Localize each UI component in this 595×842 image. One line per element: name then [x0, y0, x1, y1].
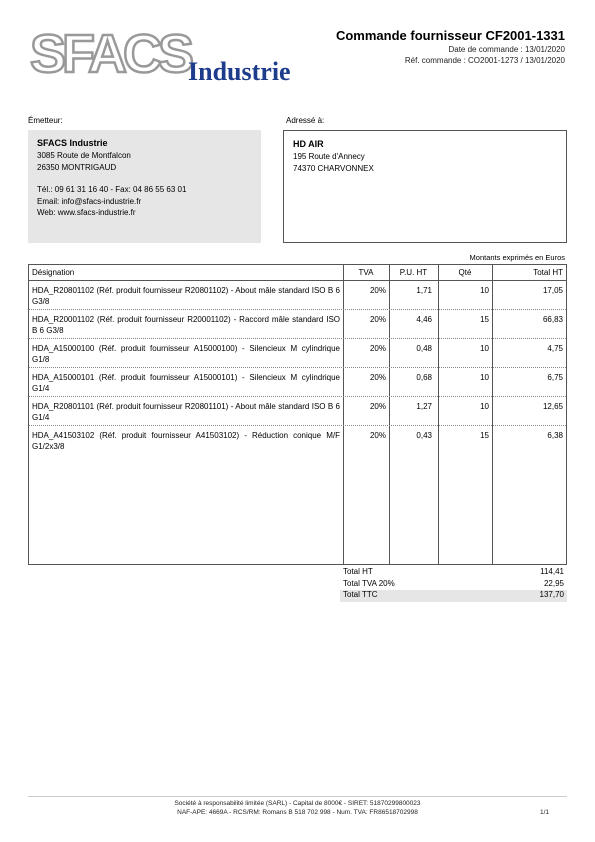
item-tva: 20%: [369, 286, 386, 295]
table-row: [29, 310, 566, 339]
item-designation: HDA_A41503102 (Réf. produit fournisseur A41503102) - Réduction conique M/F G1/2x3/8: [32, 431, 340, 451]
table-row: [29, 426, 566, 454]
recipient-label: Adressé à:: [286, 116, 325, 125]
table-row: [29, 397, 566, 426]
totals-value: 114,41: [540, 567, 564, 576]
header-designation: Désignation: [32, 268, 75, 277]
company-logo: [28, 22, 328, 88]
totals-block: [340, 567, 567, 602]
sender-email: Email: info@sfacs-industrie.fr: [37, 196, 142, 206]
item-unit-price: 1,71: [416, 286, 432, 295]
totals-value: 22,95: [543, 578, 564, 588]
recipient-address1: 195 Route d'Annecy: [293, 152, 365, 161]
sender-address2: 26350 MONTRIGAUD: [37, 162, 117, 172]
item-total: 6,75: [547, 373, 563, 382]
order-date: Date de commande : 13/01/2020: [448, 45, 565, 54]
sender-box: [28, 130, 261, 243]
item-total: 4,75: [547, 344, 563, 353]
item-total: 17,05: [542, 286, 563, 295]
footer-legal-line1: Société à responsabilité limitée (SARL) - Capital de 8000€ - SIRET: 51870299800023: [174, 800, 421, 807]
totals-row: [340, 567, 567, 579]
item-unit-price: 0,48: [416, 344, 432, 353]
item-unit-price: 0,68: [416, 373, 432, 382]
sender-web: Web: www.sfacs-industrie.fr: [37, 208, 136, 217]
sender-phone-fax: Tél.: 09 61 31 16 40 - Fax: 04 86 55 63 01: [37, 185, 187, 194]
header-quantity: Qté: [458, 268, 472, 277]
table-row: [29, 281, 566, 310]
items-table: [28, 264, 567, 565]
recipient-box: [283, 130, 567, 243]
totals-label: Total HT: [343, 567, 373, 576]
item-designation: HDA_A15000101 (Réf. produit fournisseur A15000101) - Silencieux M cylindrique G1/4: [32, 373, 340, 393]
currency-note: Montants exprimés en Euros: [469, 253, 565, 262]
totals-row: [340, 590, 567, 602]
page-number: 1/1: [539, 809, 549, 816]
item-quantity: 10: [480, 373, 489, 382]
item-designation: HDA_A15000100 (Réf. produit fournisseur A15000100) - Silencieux M cylindrique G1/8: [32, 344, 340, 364]
footer-legal-line2: NAF-APE: 4669A - RCS/RM: Romans B 518 702 998 - Num. TVA: FR86518702998: [177, 809, 418, 816]
table-row: [29, 339, 566, 368]
item-unit-price: 4,46: [416, 315, 432, 324]
header-tva: TVA: [358, 268, 374, 277]
footer-divider: [28, 796, 567, 797]
item-tva: 20%: [369, 344, 386, 353]
item-designation: HDA_R20801101 (Réf. produit fournisseur R20801101) - About mâle standard ISO B 6 G1/4: [32, 402, 340, 422]
header-unit-price: P.U. HT: [399, 268, 428, 277]
logo-main-text: SFACS: [30, 24, 191, 84]
item-total: 6,38: [547, 431, 563, 440]
item-unit-price: 0,43: [416, 431, 432, 440]
item-unit-price: 1,27: [416, 402, 432, 411]
totals-value: 137,70: [539, 590, 564, 599]
item-quantity: 10: [480, 402, 489, 411]
item-designation: HDA_R20801102 (Réf. produit fournisseur R20801102) - About mâle standard ISO B 6 G3/8: [32, 286, 340, 306]
item-tva: 20%: [369, 431, 386, 440]
item-tva: 20%: [369, 315, 386, 324]
item-tva: 20%: [369, 402, 386, 411]
totals-label: Total TTC: [343, 590, 378, 599]
sender-label: Émetteur:: [28, 116, 63, 125]
logo-sub-text: Industrie: [188, 57, 291, 86]
item-quantity: 10: [480, 286, 489, 295]
totals-row: [340, 579, 567, 591]
sender-address1: 3085 Route de Montfalcon: [37, 151, 131, 160]
item-quantity: 15: [480, 315, 489, 324]
recipient-address2: 74370 CHARVONNEX: [293, 163, 374, 173]
document-title: Commande fournisseur CF2001-1331: [335, 28, 565, 43]
item-quantity: 10: [480, 344, 489, 353]
sender-name: SFACS Industrie: [37, 138, 108, 148]
item-quantity: 15: [480, 431, 489, 440]
item-tva: 20%: [369, 373, 386, 382]
totals-label: Total TVA 20%: [343, 578, 395, 588]
item-total: 66,83: [542, 315, 563, 324]
item-total: 12,65: [542, 402, 563, 411]
table-row: [29, 368, 566, 397]
order-reference: Réf. commande : CO2001-1273 / 13/01/2020: [404, 56, 565, 65]
header-total: Total HT: [533, 268, 563, 277]
item-designation: HDA_R20001102 (Réf. produit fournisseur R20001102) - Raccord mâle standard ISO B 6 G3/8: [32, 315, 340, 335]
recipient-name: HD AIR: [293, 139, 324, 149]
